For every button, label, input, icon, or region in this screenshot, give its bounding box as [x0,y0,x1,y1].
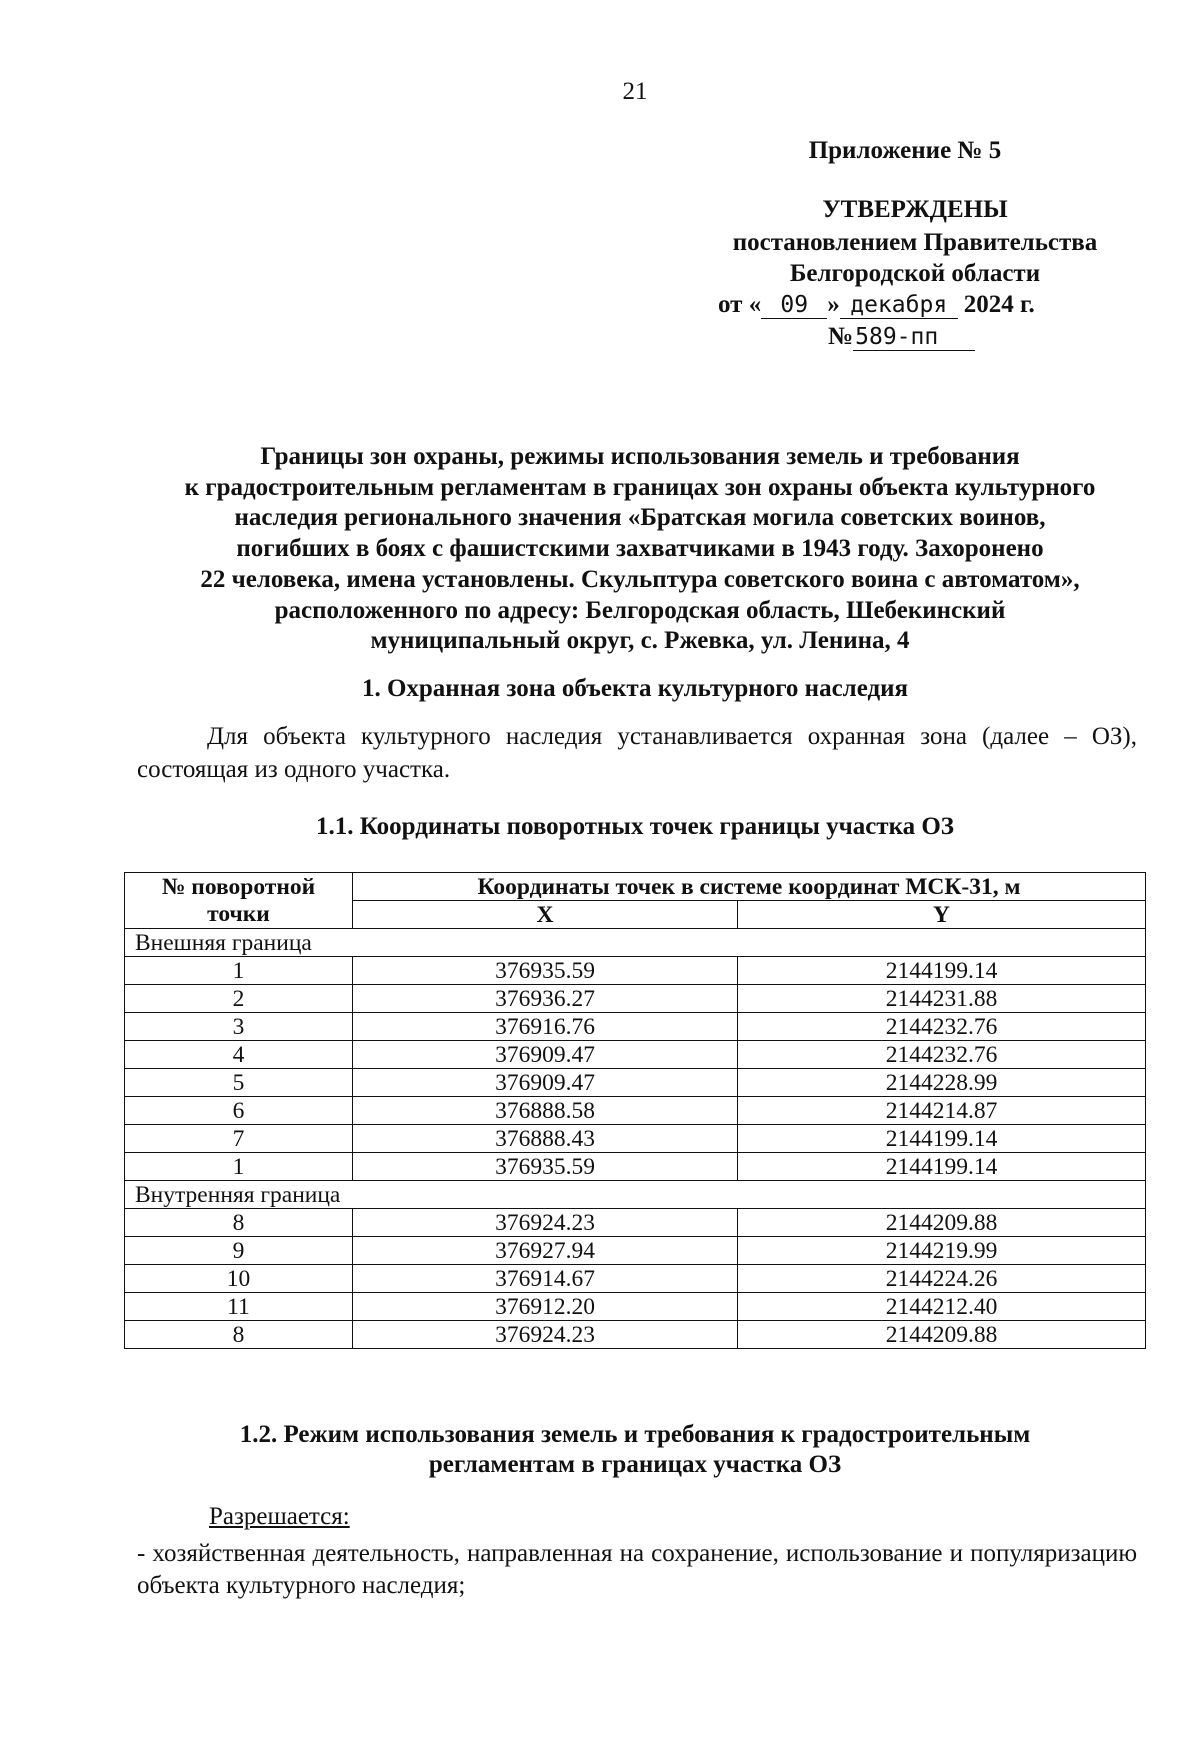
title-line: Границы зон охраны, режимы использования земель и требования [260,443,1020,470]
column-header-y: Y [738,901,1146,929]
title-line: погибших в боях с фашистскими захватчиками в 1943 году. Захоронено [236,535,1044,563]
point-number-cell: 10 [125,1265,353,1293]
point-number-cell: 8 [125,1209,353,1237]
subsection-1-2-heading-line: регламентам в границах участка ОЗ [428,1451,842,1478]
page-number: 21 [622,78,648,105]
column-header-coordinates: Координаты точек в системе координат МСК-31, м [353,873,1146,901]
table-group-row [125,929,1146,957]
y-coordinate-cell: 2144231.88 [738,985,1146,1013]
appendix-title: Приложение № 5 [808,137,1002,164]
document-title [120,442,1160,657]
date-month: декабря [840,292,958,319]
point-number-cell: 8 [125,1321,353,1349]
title-line: 22 человека, имена установлены. Скульптура советского воина с автоматом», [200,565,1080,593]
subsection-1-1-heading: 1.1. Координаты поворотных точек границы участка ОЗ [316,813,954,840]
point-number-cell: 7 [125,1125,353,1153]
column-header-point: № поворотной точки [125,873,353,929]
y-coordinate-cell: 2144214.87 [738,1097,1146,1125]
point-number-cell: 5 [125,1069,353,1097]
y-coordinate-cell: 2144209.88 [738,1209,1146,1237]
column-header-x: X [353,901,738,929]
number-prefix: № [828,323,854,350]
y-coordinate-cell: 2144199.14 [738,1125,1146,1153]
table-row [125,1265,1146,1293]
table-row [125,1041,1146,1069]
y-coordinate-cell: 2144209.88 [738,1321,1146,1349]
title-line: расположенного по адресу: Белгородская область, Шебекинский [274,596,1006,624]
date-mid: » [827,291,840,318]
section-1-paragraph: Для объекта культурного наследия устанавливается охранная зона (далее – ОЗ), состоящая из одного участка. [137,723,1137,783]
x-coordinate-cell: 376888.58 [353,1097,738,1125]
title-line: муниципальный округ, с. Ржевка, ул. Ленина, 4 [370,627,910,655]
y-coordinate-cell: 2144199.14 [738,1153,1146,1181]
date-prefix: от « [718,291,762,318]
table-row [125,957,1146,985]
section-1-heading: 1. Охранная зона объекта культурного наследия [361,675,909,702]
approved-heading: УТВЕРЖДЕНЫ [822,196,1008,223]
y-coordinate-cell: 2144228.99 [738,1069,1146,1097]
subsection-1-2-heading-line: 1.2. Режим использования земель и требования к градостроительным [239,1421,1031,1448]
point-number-cell: 4 [125,1041,353,1069]
point-number-cell: 6 [125,1097,353,1125]
table-row [125,1209,1146,1237]
table-row [125,1153,1146,1181]
y-coordinate-cell: 2144232.76 [738,1041,1146,1069]
y-coordinate-cell: 2144199.14 [738,957,1146,985]
x-coordinate-cell: 376924.23 [353,1321,738,1349]
allowed-item: - хозяйственная деятельность, направленная на сохранение, использование и популяризацию объекта культурного наследия; [137,1540,1137,1599]
approval-number-line [828,323,1088,351]
allowed-label: Разрешается: [209,1503,350,1530]
approved-region-line: Белгородской области [789,260,1041,287]
subsection-1-2-heading [200,1420,1070,1480]
group-name-cell: Внешняя граница [125,929,1146,957]
table-row [125,1293,1146,1321]
table-row [125,1237,1146,1265]
x-coordinate-cell: 376909.47 [353,1041,738,1069]
table-row [125,1321,1146,1349]
y-coordinate-cell: 2144224.26 [738,1265,1146,1293]
point-number-cell: 1 [125,957,353,985]
title-line: наследия регионального значения «Братская могила советских воинов, [234,504,1046,532]
x-coordinate-cell: 376927.94 [353,1237,738,1265]
table-group-row [125,1181,1146,1209]
title-line: к градостроительным регламентам в границах зон охраны объекта культурного [184,473,1096,501]
y-coordinate-cell: 2144212.40 [738,1293,1146,1321]
y-coordinate-cell: 2144219.99 [738,1237,1146,1265]
x-coordinate-cell: 376935.59 [353,1153,738,1181]
table-row [125,985,1146,1013]
point-number-cell: 2 [125,985,353,1013]
x-coordinate-cell: 376914.67 [353,1265,738,1293]
point-number-cell: 11 [125,1293,353,1321]
coordinates-table [124,872,1146,1349]
x-coordinate-cell: 376912.20 [353,1293,738,1321]
coordinates-table-body [125,929,1146,1349]
x-coordinate-cell: 376936.27 [353,985,738,1013]
table-row [125,1097,1146,1125]
approval-date-line [718,291,1138,319]
table-row [125,1125,1146,1153]
number-value: 589-пп [853,324,975,351]
approved-by-line: постановлением Правительства [732,229,1098,256]
x-coordinate-cell: 376924.23 [353,1209,738,1237]
date-day: 09 [761,292,827,319]
x-coordinate-cell: 376935.59 [353,957,738,985]
table-row [125,1013,1146,1041]
table-row [125,1069,1146,1097]
group-name-cell: Внутренняя граница [125,1181,1146,1209]
point-number-cell: 9 [125,1237,353,1265]
x-coordinate-cell: 376888.43 [353,1125,738,1153]
point-number-cell: 3 [125,1013,353,1041]
point-number-cell: 1 [125,1153,353,1181]
y-coordinate-cell: 2144232.76 [738,1013,1146,1041]
x-coordinate-cell: 376916.76 [353,1013,738,1041]
x-coordinate-cell: 376909.47 [353,1069,738,1097]
date-year: 2024 г. [963,291,1035,318]
